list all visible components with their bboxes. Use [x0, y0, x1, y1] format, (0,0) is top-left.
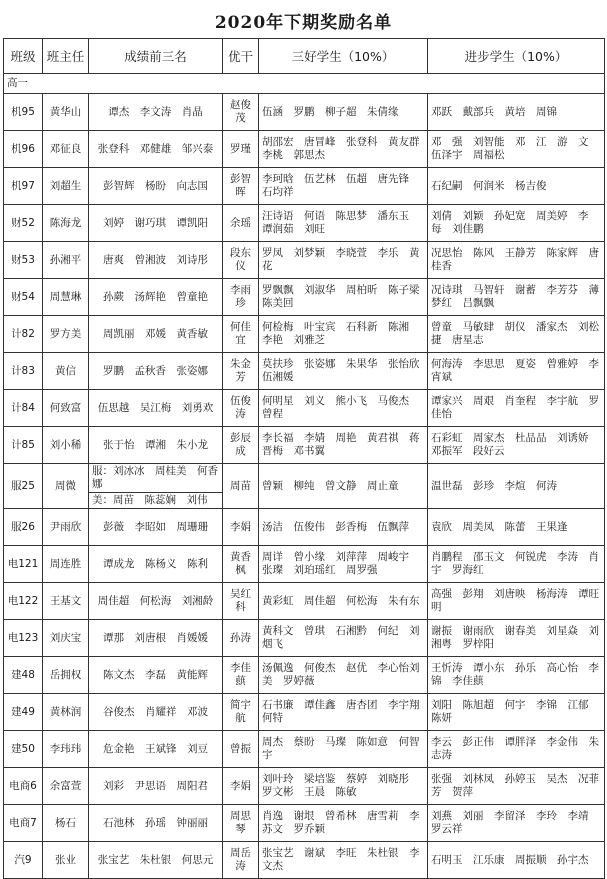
leader-cell: 简宇航: [223, 694, 259, 731]
progress-cell: 石纪嗣 何润米 杨吉俊: [428, 168, 605, 205]
sanhao-cell: 胡邵宏 唐冒峰 张登科 黄友群 李桃 郭思杰: [259, 131, 428, 168]
progress-cell: 李云 彭正伟 谭胖泽 李金伟 朱志涛: [428, 731, 605, 768]
leader-cell: 余瑶: [223, 205, 259, 242]
progress-cell: 石彩虹 周家杰 杜品品 刘诱娇 邓振军 段好云: [428, 427, 605, 464]
table-row: [4, 842, 605, 879]
class-cell: 财53: [4, 242, 43, 279]
header-row: [4, 39, 605, 74]
sanhao-cell: 黄科文 曾琪 石湘黔 何纪 刘烟飞: [259, 620, 428, 657]
top3-cell: 周佳超 何松海 刘湘龄: [89, 583, 223, 620]
progress-cell: 王忻涛 谭小东 孙乐 高心怡 李锦 李佳蕻: [428, 657, 605, 694]
sanhao-cell: 伍涵 罗鹏 柳子超 朱倩缘: [259, 94, 428, 131]
column-header: 进步学生（10%）: [428, 39, 605, 74]
sanhao-cell: 周杰 蔡盼 马璨 陈如意 何智宇: [259, 731, 428, 768]
teacher-cell: 张业: [43, 842, 89, 879]
top3-cell: 张宝艺 朱杜银 何思元: [89, 842, 223, 879]
teacher-cell: 刘庆宝: [43, 620, 89, 657]
top3-cell: 危金艳 王斌锋 刘豆: [89, 731, 223, 768]
column-header: 三好学生（10%）: [259, 39, 428, 74]
sanhao-cell: 李长福 李婧 周艳 黄君祺 蒋晋梅 邓书翼: [259, 427, 428, 464]
teacher-cell: 周连胜: [43, 546, 89, 583]
class-cell: 电123: [4, 620, 43, 657]
table-row: [4, 242, 605, 279]
teacher-cell: 余富萱: [43, 768, 89, 805]
top3-cell: [89, 464, 223, 509]
table-row: [4, 805, 605, 842]
progress-cell: 张强 刘林凤 孙婷玉 吴杰 况菲芳 贺萍: [428, 768, 605, 805]
progress-cell: 袁欣 周美凤 陈蕾 王果逢: [428, 509, 605, 546]
table-row: [4, 279, 605, 316]
progress-cell: 况思怡 陈风 王静芳 陈家辉 唐桂香: [428, 242, 605, 279]
leader-cell: 曾振: [223, 731, 259, 768]
sanhao-cell: 罗凤 刘梦颖 李晓萱 李乐 黄花: [259, 242, 428, 279]
leader-cell: 李佳蕻: [223, 657, 259, 694]
top3-cell: 刘婷 谢巧琪 谭凯阳: [89, 205, 223, 242]
class-cell: 汽9: [4, 842, 43, 879]
progress-cell: 何海涛 李思思 夏姿 曾雅婷 李宵斌: [428, 353, 605, 390]
sanhao-cell: 周详 曾小缘 刘萍萍 周峻宇 张璨 刘珀瑶红 周罗强: [259, 546, 428, 583]
top3-cell: 陈文杰 李磊 黄能辉: [89, 657, 223, 694]
top3-cell: 张于怡 谭湘 朱小龙: [89, 427, 223, 464]
progress-cell: 刘阳 陈旭超 何宇 李锦 江郁 陈妍: [428, 694, 605, 731]
leader-cell: 吴红科: [223, 583, 259, 620]
section-label: 高一: [4, 74, 605, 94]
sanhao-cell: 黄彩虹 周佳超 何松海 朱有东: [259, 583, 428, 620]
table-row: [4, 390, 605, 427]
leader-cell: 伍俊涛: [223, 390, 259, 427]
progress-cell: 高强 彭翔 刘唐映 杨海涛 谭旺明: [428, 583, 605, 620]
table-row: [4, 205, 605, 242]
teacher-cell: 陈海龙: [43, 205, 89, 242]
progress-cell: 石明玉 江乐康 周振顺 孙宇杰: [428, 842, 605, 879]
leader-cell: 李雨珍: [223, 279, 259, 316]
class-cell: 电商7: [4, 805, 43, 842]
column-header: 班级: [4, 39, 43, 74]
sanhao-cell: 石书廉 谭佳鑫 唐杏团 李宇翔 何特: [259, 694, 428, 731]
sanhao-cell: 何明星 刘义 熊小飞 马俊杰 曾程: [259, 390, 428, 427]
leader-cell: 李娟: [223, 768, 259, 805]
sanhao-cell: 罗飘飘 刘淑华 周柏昕 陈子梁 陈美回: [259, 279, 428, 316]
leader-cell: 罗瑾: [223, 131, 259, 168]
table-row: [4, 353, 605, 390]
sanhao-cell: 刘叶玲 梁培鉴 蔡婷 刘晓彤 罗文彬 王晨 陈敏: [259, 768, 428, 805]
sanhao-cell: 肖逸 谢垠 曾希林 唐雪莉 李苏文 罗乔颖: [259, 805, 428, 842]
top3-cell: 唐爽 曾湘波 刘诗彤: [89, 242, 223, 279]
leader-cell: 彭辰成: [223, 427, 259, 464]
table-row: [4, 168, 605, 205]
sanhao-cell: 汤洁 伍俊伟 彭香梅 伍飘萍: [259, 509, 428, 546]
progress-cell: 刘燕 刘丽 李留泽 李玲 李靖 罗云祥: [428, 805, 605, 842]
class-cell: 建49: [4, 694, 43, 731]
teacher-cell: 刘超生: [43, 168, 89, 205]
leader-cell: 赵俊茂: [223, 94, 259, 131]
top3-fashion-line: 服：刘冰冰 周桂美 何香娜: [89, 464, 222, 493]
class-cell: 电121: [4, 546, 43, 583]
top3-cell: 周凯丽 邓媛 黄香敏: [89, 316, 223, 353]
leader-cell: 朱金芳: [223, 353, 259, 390]
teacher-cell: 孙湘平: [43, 242, 89, 279]
progress-cell: 温世磊 彭珍 李煊 何涛: [428, 464, 605, 509]
class-cell: 计82: [4, 316, 43, 353]
top3-cell: 谭那 刘唐根 肖媛媛: [89, 620, 223, 657]
sanhao-cell: 汤佩逸 何俊杰 赵优 李心怡刘美 罗婷薇: [259, 657, 428, 694]
sanhao-cell: 何检梅 叶宝宾 石科新 陈湘 李艳 刘雅芝: [259, 316, 428, 353]
teacher-cell: 岳拥权: [43, 657, 89, 694]
class-cell: 建48: [4, 657, 43, 694]
table-row: [4, 427, 605, 464]
top3-cell: 罗鹏 孟秋香 张姿娜: [89, 353, 223, 390]
table-row: [4, 768, 605, 805]
sanhao-cell: 莫扶珍 张姿娜 朱果华 张怡欣 伍湘媛: [259, 353, 428, 390]
leader-cell: 彭智晖: [223, 168, 259, 205]
table-row: [4, 94, 605, 131]
class-cell: 电商6: [4, 768, 43, 805]
progress-cell: 邓跃 戴部兵 黄培 周锦: [428, 94, 605, 131]
class-cell: 机96: [4, 131, 43, 168]
column-header: 班主任: [43, 39, 89, 74]
teacher-cell: 李玮玮: [43, 731, 89, 768]
table-row: [4, 731, 605, 768]
progress-cell: 谭家兴 周艰 肖奎程 李宇航 罗佳怡: [428, 390, 605, 427]
leader-cell: 周苗: [223, 464, 259, 509]
teacher-cell: 杨石: [43, 805, 89, 842]
class-cell: 计83: [4, 353, 43, 390]
top3-cell: 石池林 孙瑶 钟丽丽: [89, 805, 223, 842]
teacher-cell: 尹雨欣: [43, 509, 89, 546]
class-cell: 机97: [4, 168, 43, 205]
leader-cell: 周岳涛: [223, 842, 259, 879]
progress-cell: 况诗琪 马智轩 谢蓄 李芳芬 薄梦红 吕飘飘: [428, 279, 605, 316]
teacher-cell: 何致富: [43, 390, 89, 427]
teacher-cell: 刘小稀: [43, 427, 89, 464]
class-cell: 财54: [4, 279, 43, 316]
teacher-cell: 周慧琳: [43, 279, 89, 316]
table-row: [4, 657, 605, 694]
teacher-cell: 黄信: [43, 353, 89, 390]
class-cell: 服25: [4, 464, 43, 509]
leader-cell: 黄香枫: [223, 546, 259, 583]
class-cell: 计85: [4, 427, 43, 464]
class-cell: 财52: [4, 205, 43, 242]
top3-cell: 谷俊杰 肖耀祥 邓波: [89, 694, 223, 731]
top3-cell: 彭智辉 杨盼 向志国: [89, 168, 223, 205]
class-cell: 建50: [4, 731, 43, 768]
top3-cell: 孙蕨 汤辉艳 曾童艳: [89, 279, 223, 316]
progress-cell: 刘倩 刘颖 孙妃宽 周美婷 李 每 刘佳鹏: [428, 205, 605, 242]
column-header: 成绩前三名: [89, 39, 223, 74]
section-row: [4, 74, 605, 94]
award-table: [3, 38, 605, 879]
progress-cell: 曾童 马敏肆 胡仪 潘家杰 刘松捷 唐星志: [428, 316, 605, 353]
teacher-cell: 邓征良: [43, 131, 89, 168]
class-cell: 计84: [4, 390, 43, 427]
top3-cell: 谭成龙 陈杨义 陈利: [89, 546, 223, 583]
top3-cell: 伍思越 吴江梅 刘勇欢: [89, 390, 223, 427]
leader-cell: 周思琴: [223, 805, 259, 842]
top3-cell: 谭杰 李文涛 肖晶: [89, 94, 223, 131]
table-row: [4, 620, 605, 657]
leader-cell: 何佳宜: [223, 316, 259, 353]
class-cell: 服26: [4, 509, 43, 546]
class-cell: 机95: [4, 94, 43, 131]
sanhao-cell: 曾颖 柳纯 曾文静 周止童: [259, 464, 428, 509]
table-row: [4, 694, 605, 731]
sanhao-cell: 李珂晗 伍艺林 伍超 唐先锋 石均祥: [259, 168, 428, 205]
teacher-cell: 周微: [43, 464, 89, 509]
progress-cell: 谢振 谢雨欣 谢春美 刘星焱 刘湘粤 罗梓阳: [428, 620, 605, 657]
progress-cell: 邓 强 刘智能 邓 江 游 文 伍泽宇 周福松: [428, 131, 605, 168]
top3-beauty-line: 美：周苗 陈蕊娴 刘伟: [92, 494, 208, 506]
page-title: 2020年下期奖励名单: [214, 13, 393, 33]
teacher-cell: 罗方美: [43, 316, 89, 353]
teacher-cell: 黄林润: [43, 694, 89, 731]
table-row: [4, 583, 605, 620]
leader-cell: 李娟: [223, 509, 259, 546]
teacher-cell: 黄华山: [43, 94, 89, 131]
table-row: [4, 464, 605, 509]
leader-cell: 孙涛: [223, 620, 259, 657]
top3-cell: 彭薇 李昭如 周珊珊: [89, 509, 223, 546]
sanhao-cell: 汪诗语 何语 陈思梦 潘东玉 谭润茹 刘旺: [259, 205, 428, 242]
column-header: 优干: [223, 39, 259, 74]
table-row: [4, 316, 605, 353]
teacher-cell: 王基文: [43, 583, 89, 620]
sanhao-cell: 张宝艺 谢斌 李旺 朱杜银 李文杰: [259, 842, 428, 879]
table-row: [4, 131, 605, 168]
table-row: [4, 509, 605, 546]
top3-cell: 刘彩 尹思语 周阳君: [89, 768, 223, 805]
progress-cell: 肖鹏程 邵玉文 何锐虎 李涛 肖宇 罗海红: [428, 546, 605, 583]
table-row: [4, 546, 605, 583]
top3-cell: 张登科 邓健雄 邹兴泰: [89, 131, 223, 168]
leader-cell: 段东仪: [223, 242, 259, 279]
class-cell: 电122: [4, 583, 43, 620]
